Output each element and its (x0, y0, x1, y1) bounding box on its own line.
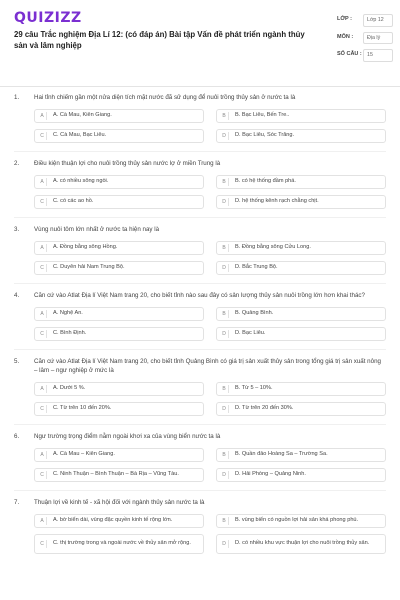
option-text: A. Dưới 5 %. (53, 385, 86, 392)
option-letter: B (220, 451, 229, 459)
option-text: D. Từ trên 20 đến 30%. (235, 405, 294, 412)
option-b[interactable] (216, 109, 386, 123)
answer-options (0, 103, 400, 143)
option-d[interactable] (216, 129, 386, 143)
option-text: D. Bạc Liêu, Sóc Trăng. (235, 132, 295, 139)
option-text: A. Cà Mau, Kiên Giang. (53, 112, 112, 119)
option-text: B. vùng biển có nguồn lợi hải sản khá phong phú. (235, 517, 359, 524)
option-text: A. Cà Mau – Kiên Giang. (53, 451, 115, 458)
option-text: B. Quần đảo Hoàng Sa – Trường Sa. (235, 451, 328, 458)
meta-label-socau: SỐ CÂU : (337, 51, 362, 58)
meta-row-lop (337, 14, 393, 27)
divider (14, 490, 386, 491)
option-text: C. Duyên hải Nam Trung Bộ. (53, 264, 125, 271)
question-item (0, 94, 400, 143)
option-a[interactable] (34, 448, 204, 462)
option-text: B. Quảng Bình. (235, 310, 274, 317)
answer-options (0, 301, 400, 341)
question-number: 5. (14, 357, 20, 365)
option-letter: D (220, 264, 229, 272)
option-text: D. Bạc Liêu. (235, 330, 266, 337)
quiz-meta (337, 14, 393, 67)
option-a[interactable] (34, 241, 204, 255)
answer-options (0, 235, 400, 275)
option-letter: B (220, 244, 229, 252)
meta-row-mon (337, 32, 393, 45)
divider (14, 424, 386, 425)
option-letter: A (38, 112, 47, 120)
option-a[interactable] (34, 109, 204, 123)
option-text: C. Bình Định. (53, 330, 87, 337)
question-header (0, 499, 400, 508)
question-header (0, 292, 400, 301)
option-text: C. Ninh Thuận – Bình Thuận – Bà Rịa – Vũng Tàu. (53, 471, 179, 478)
option-letter: B (220, 517, 229, 525)
question-header (0, 433, 400, 442)
option-text: D. hệ thống kênh rạch chằng chịt. (235, 198, 319, 205)
option-b[interactable] (216, 514, 386, 528)
option-letter: B (220, 178, 229, 186)
option-text: D. Bắc Trung Bộ. (235, 264, 278, 271)
option-letter: A (38, 244, 47, 252)
question-header (0, 94, 400, 103)
question-header (0, 226, 400, 235)
option-b[interactable] (216, 382, 386, 396)
option-text: A. bờ biển dài, vùng đặc quyền kinh tế rộng lớn. (53, 517, 173, 524)
option-text: C. thị trường trong và ngoài nước về thủy sản mở rộng. (53, 540, 191, 547)
option-b[interactable] (216, 241, 386, 255)
quizizz-logo[interactable]: QUIZIZZ (14, 10, 82, 26)
question-header (0, 160, 400, 169)
option-letter: C (38, 405, 47, 413)
option-letter: A (38, 178, 47, 186)
option-letter: D (220, 540, 229, 548)
question-number: 2. (14, 159, 20, 167)
option-letter: B (220, 112, 229, 120)
quiz-title: 29 câu Trắc nghiệm Địa Lí 12: (có đáp án) Bài tập Vấn đề phát triển ngành thủy sản và lâm nghiệp (14, 30, 305, 50)
divider (14, 349, 386, 350)
question-item (0, 499, 400, 554)
option-d[interactable] (216, 261, 386, 275)
option-text: B. Từ 5 – 10%. (235, 385, 273, 392)
option-letter: A (38, 385, 47, 393)
option-d[interactable] (216, 402, 386, 416)
question-text: Ngư trường trọng điểm nằm ngoài khơi xa của vùng biển nước ta là (34, 432, 221, 440)
option-a[interactable] (34, 307, 204, 321)
question-item (0, 358, 400, 416)
option-text: C. có các ao hồ. (53, 198, 94, 205)
option-b[interactable] (216, 307, 386, 321)
question-item (0, 433, 400, 482)
option-letter: C (38, 330, 47, 338)
question-number: 3. (14, 225, 20, 233)
option-c[interactable] (34, 402, 204, 416)
quiz-header (0, 0, 400, 87)
question-number: 7. (14, 498, 20, 506)
option-b[interactable] (216, 175, 386, 189)
question-text: Căn cứ vào Atlat Địa lí Việt Nam trang 20, cho biết tỉnh nào sau đây có sản lượng thủy sản nuôi trồng lớn hơn khai thác? (34, 291, 365, 299)
question-text: Căn cứ vào Atlat Địa lí Việt Nam trang 20, cho biết tỉnh Quảng Bình có giá trị sản xuất thủy sản trong tổng giá trị sản xuất nông – lâm – ngư nghiệp ở mức là (34, 357, 381, 374)
meta-value-socau: 15 (363, 49, 393, 62)
option-c[interactable] (34, 195, 204, 209)
question-header (0, 358, 400, 376)
question-number: 6. (14, 432, 20, 440)
option-letter: A (38, 451, 47, 459)
question-item (0, 226, 400, 275)
option-letter: C (38, 198, 47, 206)
option-c[interactable] (34, 129, 204, 143)
option-text: A. có nhiều sông ngòi. (53, 178, 109, 185)
option-letter: D (220, 405, 229, 413)
option-a[interactable] (34, 514, 204, 528)
option-letter: C (38, 132, 47, 140)
option-b[interactable] (216, 448, 386, 462)
meta-value-mon: Địa lý (363, 32, 393, 45)
question-item (0, 292, 400, 341)
option-letter: D (220, 471, 229, 479)
option-text: D. có nhiều khu vực thuận lợi cho nuôi trồng thủy sản. (235, 540, 370, 547)
option-text: C. Từ trên 10 đến 20%. (53, 405, 112, 412)
question-text: Hai tỉnh chiếm gần một nửa diện tích mặt nước đã sử dụng để nuôi trồng thủy sản ở nước ta là (34, 94, 296, 101)
divider (14, 217, 386, 218)
option-text: A. Nghệ An. (53, 310, 83, 317)
divider (14, 283, 386, 284)
option-text: B. có hệ thống đầm phá. (235, 178, 296, 185)
meta-row-socau (337, 49, 393, 62)
option-letter: B (220, 310, 229, 318)
option-text: B. Đồng bằng sông Cửu Long. (235, 244, 311, 251)
answer-options (0, 442, 400, 482)
option-d[interactable] (216, 468, 386, 482)
meta-label-lop: LỚP : (337, 16, 352, 22)
option-letter: D (220, 132, 229, 140)
question-list (0, 94, 400, 562)
option-letter: C (38, 471, 47, 479)
option-text: A. Đồng bằng sông Hồng. (53, 244, 118, 251)
divider (14, 151, 386, 152)
option-c[interactable] (34, 534, 204, 554)
option-a[interactable] (34, 175, 204, 189)
option-letter: A (38, 310, 47, 318)
option-c[interactable] (34, 327, 204, 341)
option-text: D. Hải Phòng – Quảng Ninh. (235, 471, 306, 478)
option-text: C. Cà Mau, Bạc Liêu. (53, 132, 107, 139)
question-number: 4. (14, 291, 20, 299)
answer-options (0, 508, 400, 554)
option-text: B. Bạc Liêu, Bến Tre.. (235, 112, 290, 119)
meta-value-lop: Lớp 12 (363, 14, 393, 27)
question-text: Thuận lợi về kinh tế - xã hội đối với ngành thủy sản nước ta là (34, 498, 205, 506)
option-letter: B (220, 385, 229, 393)
answer-options (0, 376, 400, 416)
option-letter: C (38, 540, 47, 548)
question-text: Vùng nuôi tôm lớn nhất ở nước ta hiện nay là (34, 225, 160, 233)
option-a[interactable] (34, 382, 204, 396)
option-c[interactable] (34, 468, 204, 482)
meta-label-mon: MÔN : (337, 33, 354, 40)
option-letter: C (38, 264, 47, 272)
question-item (0, 160, 400, 209)
answer-options (0, 169, 400, 209)
option-d[interactable] (216, 327, 386, 341)
question-number: 1. (14, 94, 20, 101)
option-c[interactable] (34, 261, 204, 275)
option-d[interactable] (216, 195, 386, 209)
question-text: Điều kiện thuận lợi cho nuôi trồng thủy sản nước lợ ở miền Trung là (34, 159, 221, 167)
option-letter: A (38, 517, 47, 525)
option-d[interactable] (216, 534, 386, 554)
option-letter: D (220, 330, 229, 338)
option-letter: D (220, 198, 229, 206)
